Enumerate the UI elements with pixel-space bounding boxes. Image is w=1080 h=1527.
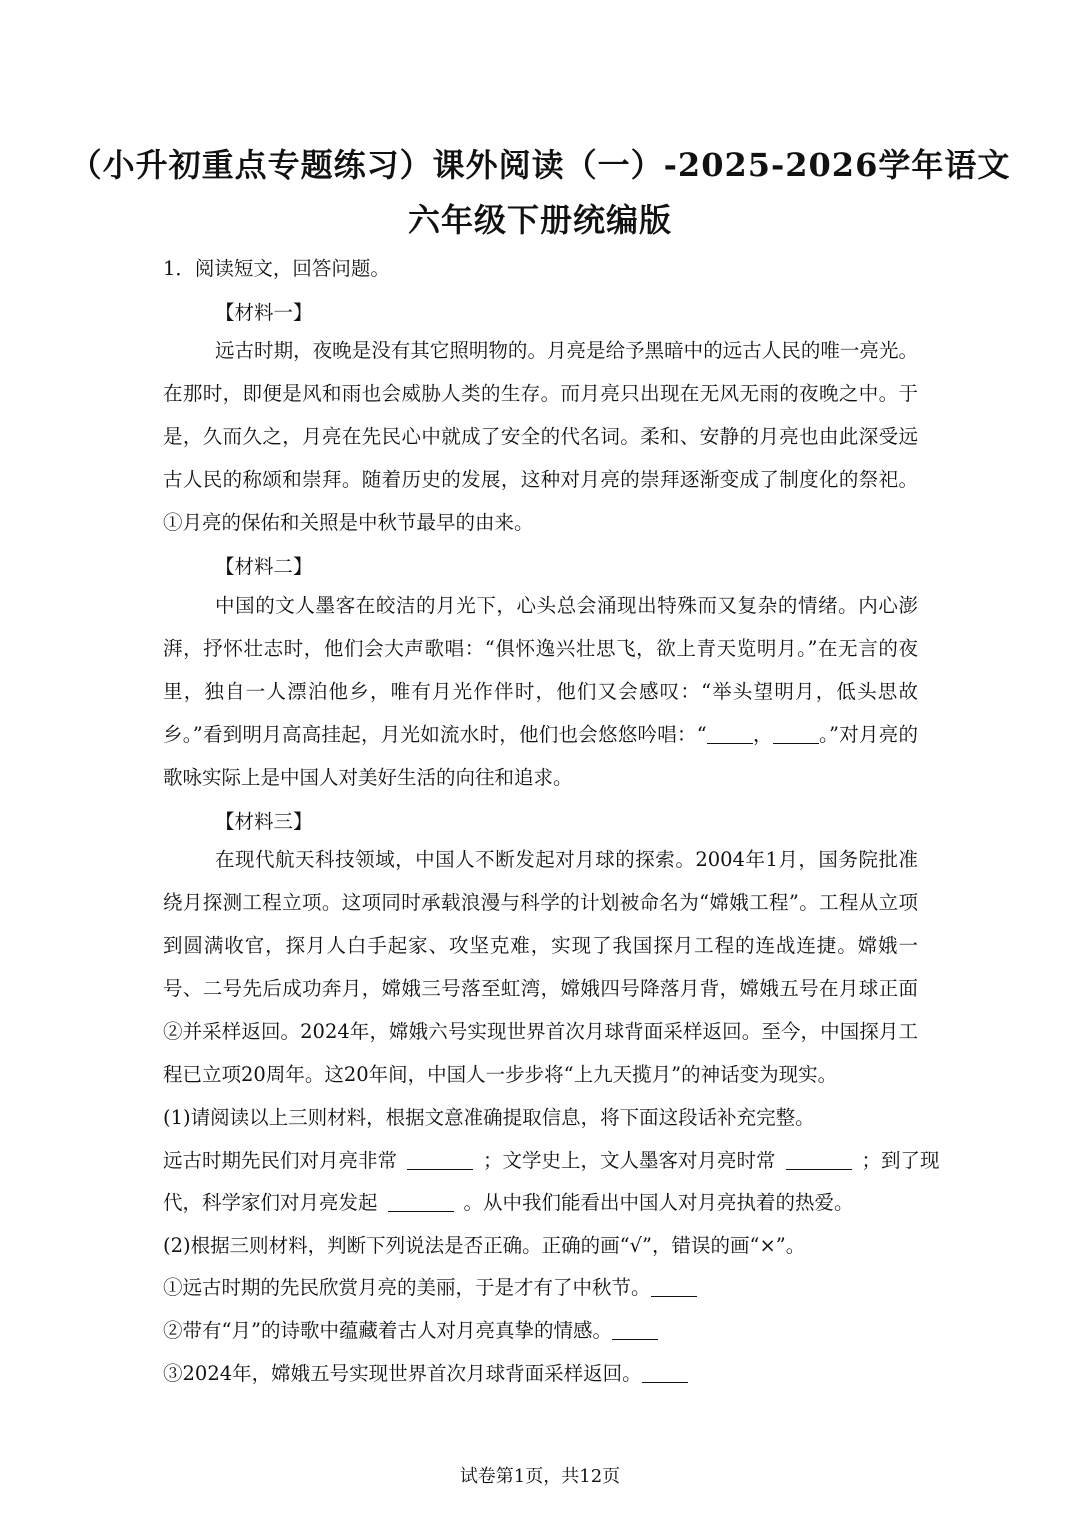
fill-text-5: 。从中我们能看出中国人对月亮执着的热爱。 [463, 1191, 854, 1214]
poem-blank-1[interactable] [707, 723, 753, 744]
material1-text: 远古时期，夜晚是没有其它照明物的。月亮是给予黑暗中的远古人民的唯一亮光。在那时，即便是风和雨也会威胁人类的生存。而月亮只出现在无风无雨的夜晚之中。于是，久而久之，月亮在先民心中就成了安全的代名词。柔和、安静的月亮也由此深受远古人民的称颂和崇拜。随着历史的发展，这种对月亮的崇拜逐渐变成了制度化的祭祀。①月亮的保佑和关照是中秋节最早的由来。 [163, 339, 918, 534]
poem-blank-2[interactable] [773, 723, 819, 744]
fill-text-1: 远古时期先民们对月亮非常 [163, 1149, 398, 1172]
material2-label: 【材料二】 [215, 555, 313, 578]
sub-question-2-prompt: (2)根据三则材料，判断下列说法是否正确。正确的画“√”，错误的画“×”。 [163, 1234, 806, 1257]
judgment-blank-1[interactable] [651, 1276, 697, 1297]
answer-blank-3[interactable] [388, 1191, 454, 1212]
fill-text-4: 代，科学家们对月亮发起 [163, 1191, 378, 1214]
material2-text [163, 584, 918, 799]
sub-question-1-prompt: (1)请阅读以上三则材料，根据文意准确提取信息，将下面这段话补充完整。 [163, 1106, 815, 1129]
document-title-line1: （小升初重点专题练习）课外阅读（一）-2025-2026学年语文 [69, 146, 1011, 184]
judgment-item-2 [163, 1315, 658, 1343]
material2-period: 。 [818, 723, 829, 746]
judgment-text-2: ②带有“月”的诗歌中蕴藏着古人对月亮真挚的情感。 [163, 1319, 612, 1342]
document-title-line2: 六年级下册统编版 [407, 201, 672, 239]
material2-text-before: 中国的文人墨客在皎洁的月光下，心头总会涌现出特殊而又复杂的情绪。内心澎湃，抒怀壮志时，他们会大声歌唱：“俱怀逸兴壮思飞，欲上青天览明月。”在无言的夜里，独自一人漂泊他乡，唯有月光作伴时，他们又会感叹：“举头望明月，低头思故乡。”看到明月高高挂起，月光如流水时，他们也会悠悠吟唱：“ [163, 594, 918, 746]
judgment-blank-3[interactable] [642, 1362, 688, 1383]
fill-text-3: ；到了现 [861, 1149, 940, 1172]
judgment-item-1 [163, 1272, 697, 1300]
page-footer: 试卷第1页，共12页 [459, 1466, 621, 1487]
judgment-item-3 [163, 1358, 688, 1386]
answer-blank-2[interactable] [786, 1149, 852, 1170]
answer-blank-1[interactable] [407, 1149, 473, 1170]
sub-question-1-line1 [163, 1145, 940, 1173]
fill-text-2: ；文学史上，文人墨客对月亮时常 [483, 1149, 776, 1172]
material3-label: 【材料三】 [215, 810, 313, 833]
material3-text: 在现代航天科技领域，中国人不断发起对月球的探索。2004年1月，国务院批准绕月探测工程立项。这项同时承载浪漫与科学的计划被命名为“嫦娥工程”。工程从立项到圆满收官，探月人白手起家、攻坚克难，实现了我国探月工程的连战连捷。嫦娥一号、二号先后成功奔月，嫦娥三号落至虹湾，嫦娥四号降落月背，嫦娥五号在月球正面②并采样返回。2024年，嫦娥六号实现世界首次月球背面采样返回。至今，中国探月工程已立项20周年。这20年间，中国人一步步将“上九天揽月”的神话变为现实。 [163, 848, 918, 1086]
judgment-text-3: ③2024年，嫦娥五号实现世界首次月球背面采样返回。 [163, 1362, 642, 1385]
judgment-blank-2[interactable] [612, 1319, 658, 1340]
material2-text-after: ”对月亮的歌咏实际上是中国人对美好生活的向往和追求。 [163, 723, 918, 789]
judgment-text-1: ①远古时期的先民欣赏月亮的美丽，于是才有了中秋节。 [163, 1276, 651, 1299]
sub-question-1-line2 [163, 1187, 854, 1215]
material2-comma: ， [752, 723, 773, 746]
question-1-prompt: 1．阅读短文，回答问题。 [163, 257, 390, 280]
material1-label: 【材料一】 [215, 301, 313, 324]
